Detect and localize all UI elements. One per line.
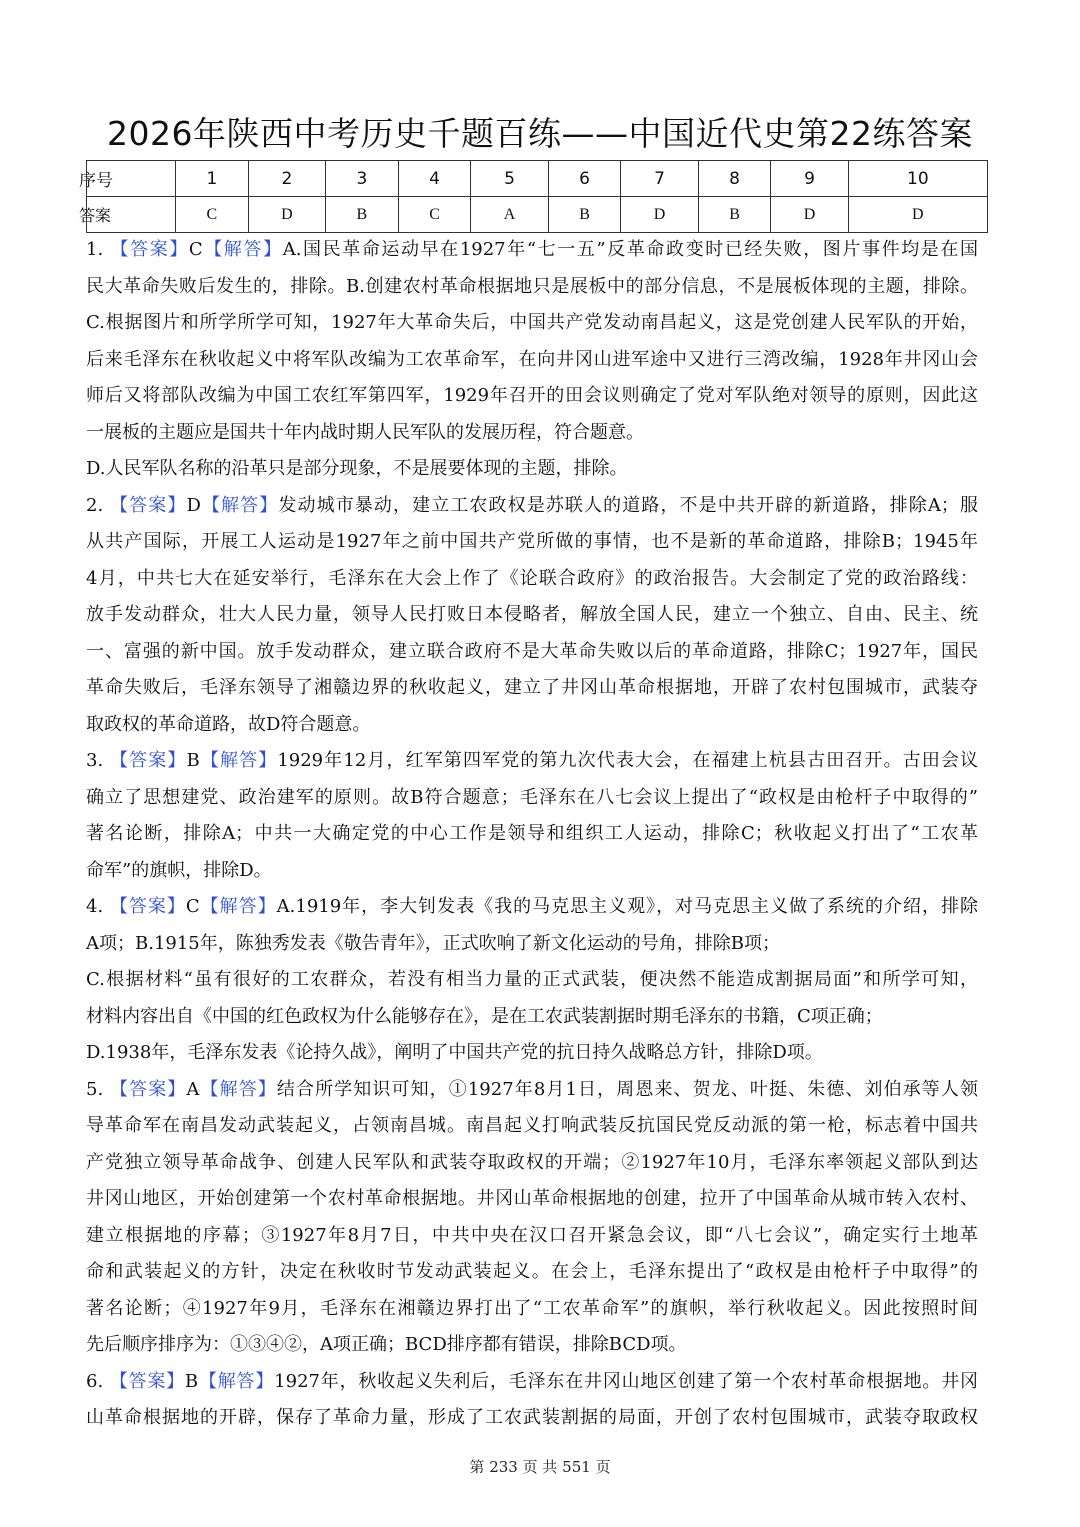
question-number-cell: 9 xyxy=(771,161,848,197)
explanation-line: C.根据图片和所学所学可知，1927年大革命失后，中国共产党发动南昌起义，这是党创建人民军队的开始， xyxy=(86,312,978,333)
answer-cell: D xyxy=(848,197,987,233)
row-header-answer: 答案 xyxy=(87,197,176,233)
item-number: 3. xyxy=(86,750,104,771)
explanation-line: 从共产国际，开展工人运动是1927年之前中国共产党所做的事情，也不是新的革命道路，排除B；1945年 xyxy=(86,531,978,552)
question-number-cell: 7 xyxy=(621,161,698,197)
answer-letter: A xyxy=(186,1078,200,1100)
current-page: 233 xyxy=(489,1458,518,1476)
answer-cell: A xyxy=(471,197,548,233)
answer-tag: 【答案】 xyxy=(110,239,189,260)
explanation-line: C.根据材料“虽有很好的工农群众，若没有相当力量的正式武装，便决然不能造成割据局面”和所学可知， xyxy=(86,969,978,990)
page-footer xyxy=(0,1456,1080,1477)
explanation-line: A项；B.1915年，陈独秀发表《敬告青年》，正式吹响了新文化运动的号角，排除B项； xyxy=(86,932,780,954)
answer-letter: C xyxy=(188,239,203,260)
explanation-text: 1927年，秋收起义失利后，毛泽东在井冈山地区创建了第一个农村革命根据地。井冈 xyxy=(274,1370,979,1392)
explanation-line: 著名论断；④1927年9月，毛泽东在湘赣边界打出了“工农革命军”的旗帜，举行秋收起义。因此按照时间 xyxy=(86,1297,978,1319)
question-number-cell: 1 xyxy=(176,161,249,197)
explanation-line: 一展板的主题应是国共十年内战时期人民军队的发展历程，符合题意。 xyxy=(86,421,644,443)
answer-item xyxy=(86,889,978,1072)
question-number-cell: 2 xyxy=(248,161,325,197)
answer-table xyxy=(79,160,988,233)
answer-item xyxy=(86,232,978,488)
answer-tag: 【答案】 xyxy=(110,750,187,771)
explanation-line: 师后又将部队改编为中国工农红军第四军，1929年召开的田会议则确定了党对军队绝对领导的原则，因此这 xyxy=(86,385,978,406)
explanation-text: 结合所学知识可知，①1927年8月1日，周恩来、贺龙、叶挺、朱德、刘伯承等人领 xyxy=(276,1078,978,1100)
document-title: 2026年陕西中考历史千题百练——中国近代史第22练答案 xyxy=(107,114,973,153)
footer-mid: 页 共 xyxy=(522,1458,558,1476)
answer-cell: C xyxy=(176,197,249,233)
explanation-line: 取政权的革命道路，故D符合题意。 xyxy=(86,713,371,735)
explanation-line: 命军”的旗帜，排除D。 xyxy=(86,859,272,881)
explanation-line: 放手发动群众，壮大人民力量，领导人民打败日本侵略者，解放全国人民，建立一个独立、自由、民主、统 xyxy=(86,604,978,625)
question-number-cell: 3 xyxy=(325,161,398,197)
analysis-tag: 【解答】 xyxy=(202,239,283,260)
question-number-cell: 5 xyxy=(471,161,548,197)
explanation-line: 民大革命失败后发生的，排除。B.创建农村革命根据地只是展板中的部分信息，不是展板体现的主题，排除。 xyxy=(86,275,978,297)
answer-tag: 【答案】 xyxy=(110,1078,187,1100)
item-number: 1. xyxy=(86,239,104,260)
question-number-cell: 4 xyxy=(398,161,471,197)
answer-item xyxy=(86,488,978,744)
item-number: 6. xyxy=(86,1370,104,1392)
item-number: 5. xyxy=(86,1078,104,1100)
answer-cell: D xyxy=(771,197,848,233)
explanation-text: 1929年12月，红军第四军党的第九次代表大会，在福建上杭县古田召开。古田会议 xyxy=(277,750,978,771)
answer-cell: D xyxy=(621,197,698,233)
analysis-tag: 【解答】 xyxy=(199,1078,277,1100)
explanation-text: A.国民革命运动早在1927年“七一五”反革命政变时已经失败，图片事件均是在国 xyxy=(282,239,979,260)
explanation-line: 井冈山地区，开始创建第一个农村革命根据地。井冈山革命根据地的创建，拉开了中国革命从城市转入农村、 xyxy=(86,1188,978,1209)
answer-letter: C xyxy=(185,896,200,917)
explanation-line: 产党独立领导革命战争、创建人民军队和武装夺取政权的开端；②1927年10月，毛泽东率领起义部队到达 xyxy=(86,1151,978,1173)
explanation-line: 山革命根据地的开辟，保存了革命力量，形成了工农武装割据的局面，开创了农村包围城市，武装夺取政权 xyxy=(86,1407,978,1428)
answer-row xyxy=(87,197,988,233)
answer-cell: B xyxy=(698,197,771,233)
total-pages: 551 xyxy=(562,1458,591,1476)
explanation-line: D.人民军队名称的沿革只是部分现象，不是展要体现的主题，排除。 xyxy=(86,458,628,479)
question-number-cell: 10 xyxy=(848,161,987,197)
item-number: 4. xyxy=(86,896,104,917)
explanation-line: 4月，中共七大在延安举行，毛泽东在大会上作了《论联合政府》的政治报告。大会制定了党的政治路线： xyxy=(86,567,978,589)
number-row xyxy=(87,161,988,197)
answer-explanations xyxy=(86,232,978,1437)
item-number: 2. xyxy=(86,494,104,516)
footer-suffix: 页 xyxy=(595,1458,611,1476)
question-number-cell: 8 xyxy=(698,161,771,197)
analysis-tag: 【解答】 xyxy=(199,750,278,771)
answer-tag: 【答案】 xyxy=(110,494,187,516)
explanation-text: 发动城市暴动，建立工农政权是苏联人的道路，不是中共开辟的新道路，排除A；服 xyxy=(278,494,978,516)
answer-item xyxy=(86,1364,978,1437)
explanation-line: 革命失败后，毛泽东领导了湘赣边界的秋收起义，建立了井冈山革命根据地，开辟了农村包围城市，武装夺 xyxy=(86,677,978,698)
explanation-line: 导革命军在南昌发动武装起义，占领南昌城。南昌起义打响武装反抗国民党反动派的第一枪，标志着中国共 xyxy=(86,1115,978,1136)
analysis-tag: 【解答】 xyxy=(198,1370,275,1392)
item-first-line xyxy=(86,1072,978,1109)
explanation-line: 建立根据地的序幕；③1927年8月7日，中共中央在汉口召开紧急会议，即“八七会议”，确定实行土地革 xyxy=(86,1224,978,1246)
answer-item xyxy=(86,743,978,889)
answer-letter: B xyxy=(186,750,200,771)
answer-item xyxy=(86,1072,978,1364)
explanation-line: 命和武装起义的方针，决定在秋收时节发动武装起义。在会上，毛泽东提出了“政权是由枪杆子中取得”的 xyxy=(86,1261,978,1282)
analysis-tag: 【解答】 xyxy=(199,896,277,917)
answer-tag: 【答案】 xyxy=(109,896,186,917)
answer-cell: B xyxy=(325,197,398,233)
explanation-line: 先后顺序排序为：①③④②，A项正确；BCD排序都有错误，排除BCD项。 xyxy=(86,1334,687,1355)
answer-letter: D xyxy=(186,494,201,516)
answer-letter: B xyxy=(184,1370,199,1392)
item-first-line xyxy=(86,488,978,525)
item-first-line xyxy=(86,889,978,926)
item-first-line xyxy=(86,743,978,780)
answer-cell: C xyxy=(398,197,471,233)
explanation-line: 著名论断，排除A；中共一大确定党的中心工作是领导和组织工人运动，排除C；秋收起义打出了“工农革 xyxy=(86,823,978,844)
answer-tag: 【答案】 xyxy=(109,1370,185,1392)
footer-prefix: 第 xyxy=(469,1458,485,1476)
explanation-line: 一、富强的新中国。放手发动群众，建立联合政府不是大革命失败以后的革命道路，排除C；1927年，国民 xyxy=(86,640,978,662)
analysis-tag: 【解答】 xyxy=(200,494,279,516)
explanation-line: 材料内容出自《中国的红色政权为什么能够存在》，是在工农武装割据时期毛泽东的书籍，C项正确； xyxy=(86,1005,883,1027)
explanation-line: D.1938年，毛泽东发表《论持久战》，阐明了中国共产党的抗日持久战略总方针，排除D项。 xyxy=(86,1042,823,1063)
explanation-line: 后来毛泽东在秋收起义中将军队改编为工农革命军，在向井冈山进军途中又进行三湾改编，1928年井冈山会 xyxy=(86,348,978,370)
explanation-line: 确立了思想建党、政治建军的原则。故B符合题意；毛泽东在八七会议上提出了“政权是由枪杆子中取得的” xyxy=(86,786,978,808)
question-number-cell: 6 xyxy=(548,161,621,197)
answer-cell: D xyxy=(248,197,325,233)
row-header-number: 序号 xyxy=(87,161,176,197)
answer-cell: B xyxy=(548,197,621,233)
item-first-line xyxy=(86,232,978,269)
item-first-line xyxy=(86,1364,978,1401)
explanation-text: A.1919年，李大钊发表《我的马克思主义观》，对马克思主义做了系统的介绍，排除 xyxy=(276,896,979,917)
